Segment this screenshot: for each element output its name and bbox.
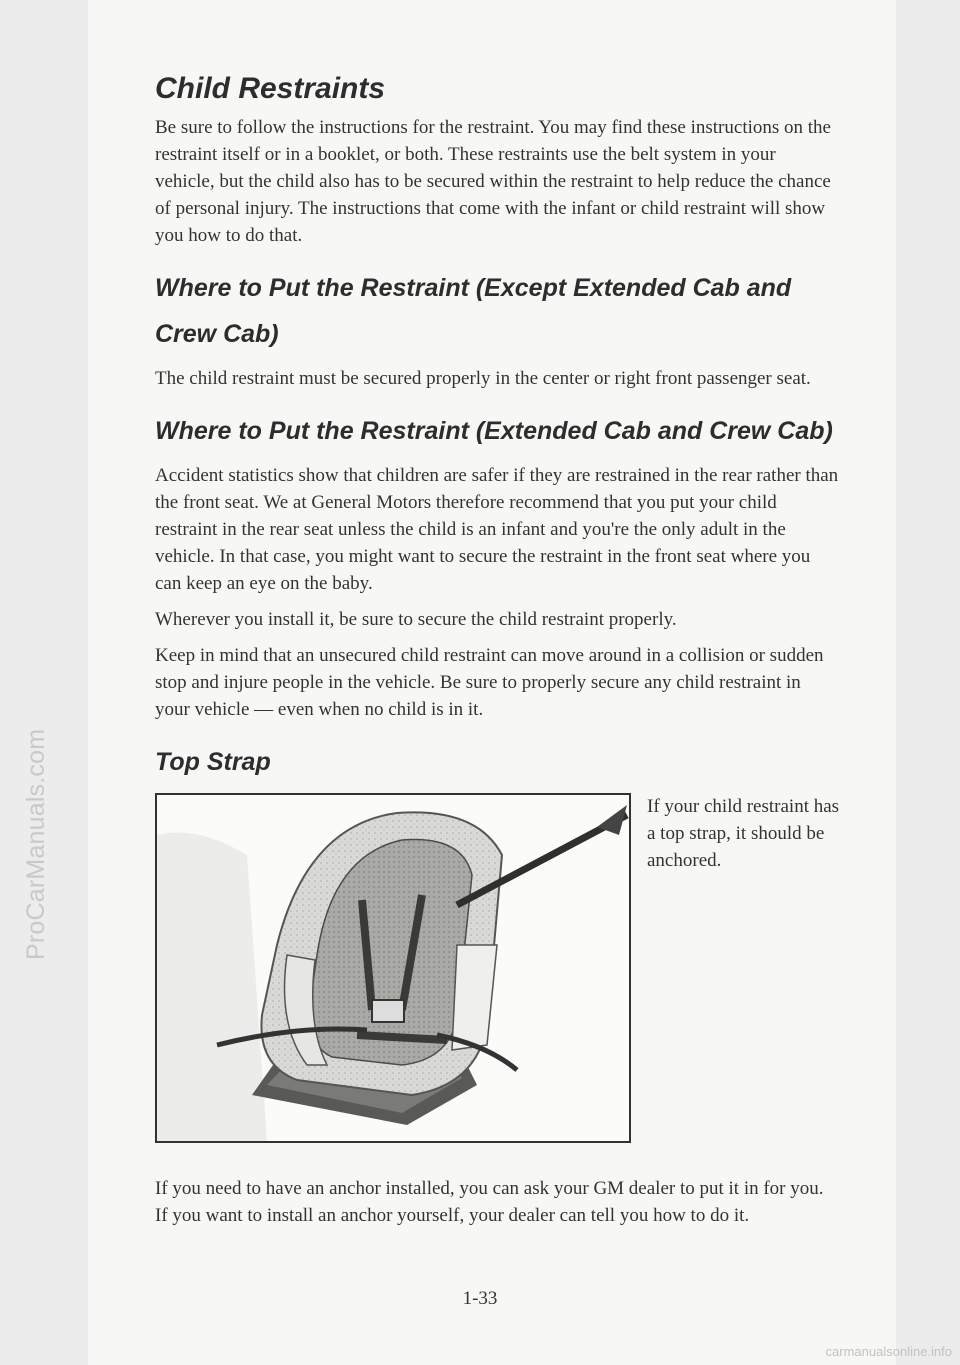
section-heading-extended-cab: Where to Put the Restraint (Extended Cab and Crew Cab) xyxy=(155,417,833,445)
page-title: Child Restraints xyxy=(155,72,386,105)
extended-cab-paragraph-1: Accident statistics show that children are safer if they are restrained in the rear rather than the front seat. We at General Motors therefore recommend that you put your child restraint in the rear seat unless the child is an infant and you're the only adult in the vehicle. In that case, you might want to secure the restraint in the front seat where you can keep an eye on the baby. xyxy=(155,465,839,594)
top-strap-figure-row xyxy=(155,793,840,1153)
page-number: 1-33 xyxy=(462,1288,498,1309)
anchor-install-paragraph: If you need to have an anchor installed, you can ask your GM dealer to put it in for you. If you want to install an anchor yourself, your dealer can tell you how to do it. xyxy=(155,1178,824,1226)
side-watermark: ProCarManuals.com xyxy=(22,728,50,960)
intro-paragraph: Be sure to follow the instructions for the restraint. You may find these instructions on the restraint itself or in a booklet, or both. These restraints use the belt system in your vehicle, but the child also has to be secured within the restraint to help reduce the chance of personal injury. The instructions that come with the infant or child restraint will show you how to do that. xyxy=(155,117,831,246)
section-heading-top-strap: Top Strap xyxy=(155,748,271,776)
extended-cab-paragraph-3: Keep in mind that an unsecured child restraint can move around in a collision or sudden stop and injure people in the vehicle. Be sure to properly secure any child restraint in your vehicle — even when no child is in it. xyxy=(155,645,824,720)
top-strap-caption: If your child restraint has a top strap, it should be anchored. xyxy=(647,796,840,871)
page-content xyxy=(155,72,840,1238)
bottom-watermark: carmanualsonline.info xyxy=(825,1344,952,1359)
child-seat-illustration xyxy=(155,793,631,1143)
section-heading-except-extended-cab: Where to Put the Restraint (Except Extended Cab and Crew Cab) xyxy=(155,274,792,348)
extended-cab-paragraph-2: Wherever you install it, be sure to secure the child restraint properly. xyxy=(155,609,677,630)
section-body-except-extended-cab: The child restraint must be secured properly in the center or right front passenger seat. xyxy=(155,368,811,389)
